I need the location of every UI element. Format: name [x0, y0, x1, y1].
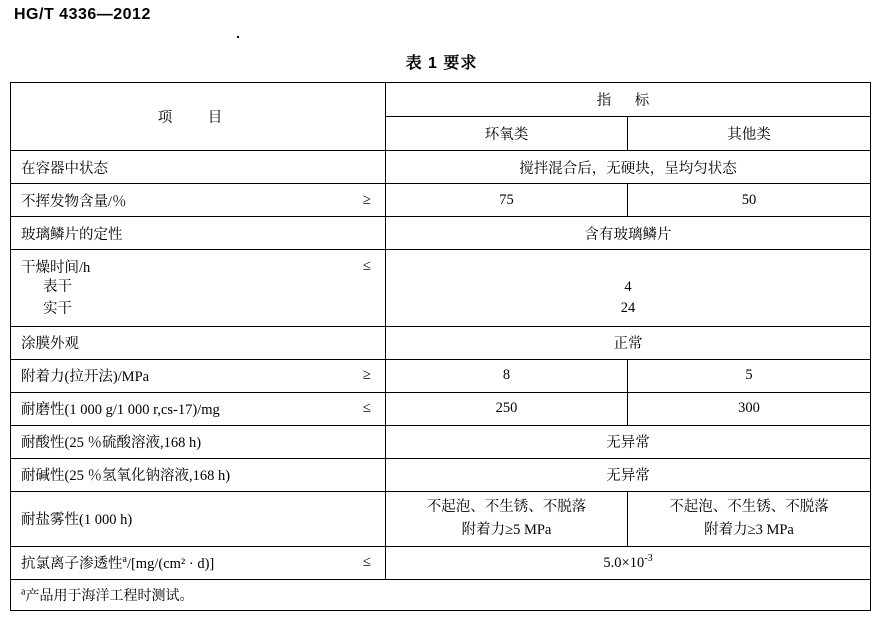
row-item-label: 耐盐雾性(1 000 h) — [21, 512, 133, 528]
table-row — [11, 392, 871, 425]
footnote-text — [11, 580, 870, 610]
table-footnote-row — [11, 579, 871, 610]
row-value-epoxy-text: 75 — [499, 191, 514, 208]
footnote-cell — [11, 579, 871, 610]
row-item-label: 不挥发物含量/％ — [21, 193, 127, 210]
row-value-cell — [386, 425, 871, 458]
table-header-row — [11, 83, 871, 117]
row-value: 无异常 — [606, 468, 650, 484]
row-value-cell — [386, 546, 871, 579]
row-symbol: ≥ — [362, 367, 371, 383]
row-value-cell — [386, 151, 871, 184]
row-value-other-line: 附着力≥3 MPa — [704, 521, 794, 538]
row-value-epoxy-text: 250 — [495, 400, 518, 416]
row-item-suffix: /[mg/(cm² · d)] — [126, 556, 215, 572]
standard-code-header: HG/T 4336—2012 — [14, 6, 151, 23]
table-row — [11, 184, 871, 217]
row-value-epoxy — [386, 491, 628, 546]
row-value-epoxy-text: 8 — [502, 367, 511, 383]
row-value: 正常 — [613, 336, 643, 352]
row-item-label: 耐酸性(25 ％硫酸溶液,168 h) — [21, 435, 202, 451]
row-value-cell — [386, 250, 871, 327]
requirements-table-wrapper — [10, 82, 870, 611]
row-item-cell — [11, 491, 386, 546]
row-item-cell — [11, 184, 386, 217]
row-value-exponent: -3 — [644, 553, 653, 565]
row-value-other — [628, 359, 871, 392]
row-item-cell — [11, 217, 386, 250]
row-item-label — [21, 552, 214, 573]
row-item-cell — [11, 250, 386, 327]
row-value-line: 24 — [620, 300, 636, 317]
table-title: 表 1 要求 — [405, 55, 478, 72]
row-value-epoxy-line: 附着力≥5 MPa — [461, 521, 552, 538]
row-value: 搅拌混合后，无硬块，呈均匀状态 — [519, 160, 737, 177]
table-row — [11, 151, 871, 184]
row-item-label: 耐碱性(25 ％氢氧化钠溶液,168 h) — [21, 468, 231, 484]
row-value-epoxy — [386, 392, 628, 425]
requirements-table — [10, 82, 871, 611]
row-value-base: 5.0×10 — [603, 554, 645, 571]
row-value: 含有玻璃鳞片 — [584, 226, 672, 243]
row-item-superscript: a — [122, 554, 127, 566]
row-value-cell — [386, 217, 871, 250]
header-index-label: 指 标 — [596, 93, 660, 109]
table-row — [11, 359, 871, 392]
table-row — [11, 458, 871, 491]
row-item-label: 耐磨性(1 000 g/1 000 r,cs-17)/mg — [21, 402, 220, 418]
row-item-cell — [11, 392, 386, 425]
row-value-other — [628, 491, 871, 546]
row-subitem-label: 表干 — [43, 279, 72, 295]
row-item-cell — [11, 425, 386, 458]
row-value-epoxy — [386, 184, 628, 217]
footnote-marker: a — [21, 585, 26, 597]
header-item-label: 项 目 — [157, 110, 239, 126]
table-row — [11, 326, 871, 359]
row-value-other — [628, 392, 871, 425]
row-value-cell — [386, 458, 871, 491]
header-cell-item — [11, 83, 386, 151]
row-value-line: 4 — [624, 278, 632, 295]
row-item-cell — [11, 326, 386, 359]
row-item-label: 附着力(拉开法)/MPa — [21, 369, 150, 385]
row-value-other-line: 不起泡、不生锈、不脱落 — [669, 499, 829, 516]
table-row — [11, 250, 871, 327]
row-value-other-text: 300 — [738, 400, 760, 416]
row-subitem-label: 实干 — [43, 300, 72, 317]
row-value-other — [628, 184, 871, 217]
row-item-cell — [11, 546, 386, 579]
row-item-label: 在容器中状态 — [21, 160, 108, 177]
table-row — [11, 546, 871, 579]
row-value: 无异常 — [606, 435, 650, 451]
row-item-cell — [11, 458, 386, 491]
row-value-epoxy-line: 不起泡、不生锈、不脱落 — [426, 499, 587, 516]
table-row — [11, 491, 871, 546]
row-value-other-text: 50 — [741, 191, 757, 208]
table-row — [11, 217, 871, 250]
header-cell-index — [386, 83, 871, 117]
page-speck — [237, 36, 239, 38]
footnote-body: 产品用于海洋工程时测试。 — [25, 588, 194, 604]
row-item-label: 涂膜外观 — [21, 336, 79, 352]
row-value-cell — [386, 326, 871, 359]
table-row — [11, 425, 871, 458]
row-symbol: ≤ — [362, 554, 371, 570]
row-item-label: 干燥时间/h — [21, 259, 91, 276]
row-symbol: ≤ — [362, 400, 371, 416]
row-value — [386, 548, 870, 577]
row-item-cell — [11, 151, 386, 184]
row-value-epoxy — [386, 359, 628, 392]
header-other-label: 其他类 — [727, 127, 771, 143]
row-symbol: ≥ — [362, 191, 371, 208]
header-epoxy-label: 环氧类 — [484, 127, 529, 143]
row-symbol: ≤ — [362, 257, 371, 274]
header-cell-other — [628, 117, 871, 151]
row-value-other-text: 5 — [745, 367, 753, 383]
row-item-prefix: 抗氯离子渗透性 — [21, 556, 123, 572]
row-item-cell — [11, 359, 386, 392]
header-cell-epoxy — [386, 117, 628, 151]
row-item-label: 玻璃鳞片的定性 — [21, 226, 123, 243]
